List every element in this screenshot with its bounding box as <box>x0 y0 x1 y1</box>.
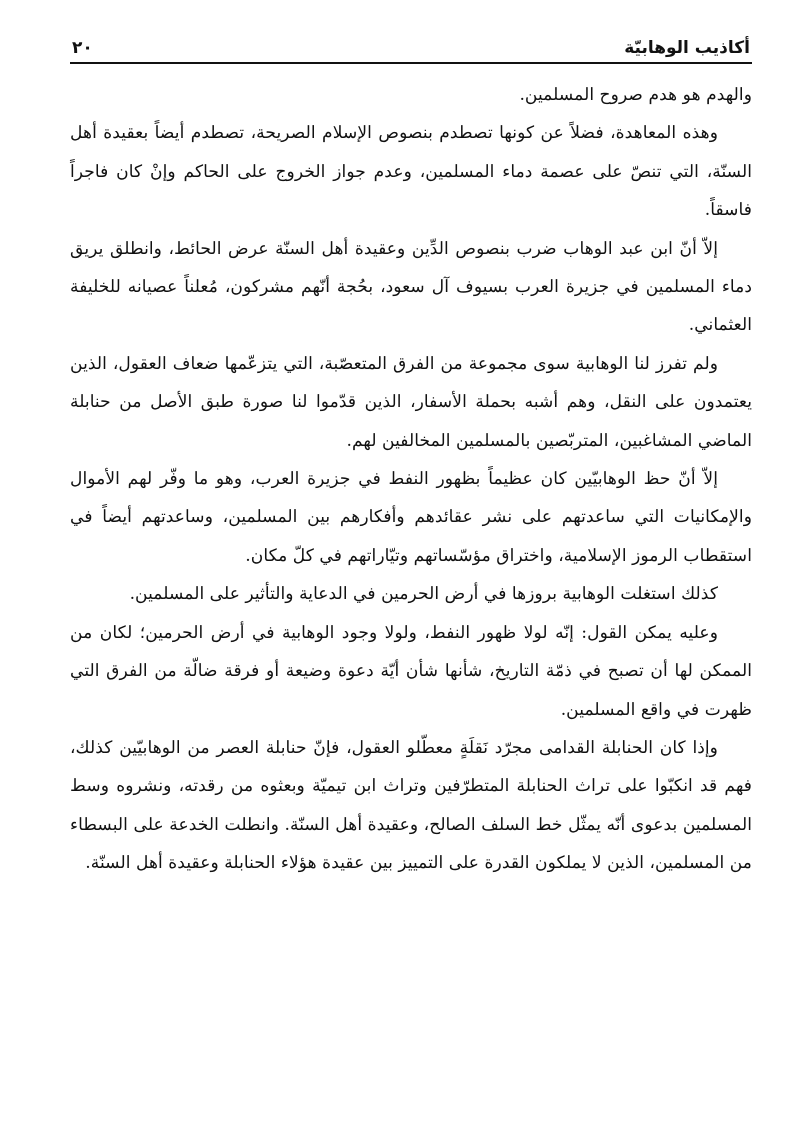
paragraph: وإذا كان الحنابلة القدامى مجرّد نَقلَةٍ معطّلو العقول، فإنّ حنابلة العصر من الوهابيّين كذلك، فهم قد انكبّوا على تراث الحنابلة المتطرّفين وتراث ابن تيميّة وبعثوه من رقدته، ونشروه وسط المسلمين بدعوى أنّه يمثّل خط السلف الصالح، وعقيدة أهل السنّة. وانطلت الخدعة على البسطاء من المسلمين، الذين لا يملكون القدرة على التمييز بين عقيدة هؤلاء الحنابلة وعقيدة أهل السنّة. <box>70 737 752 874</box>
running-title: أكاذيب الوهابيّة <box>624 38 750 58</box>
body-text <box>70 76 752 883</box>
paragraph: إلاّ أنّ ابن عبد الوهاب ضرب بنصوص الدِّين وعقيدة أهل السنّة عرض الحائط، وانطلق يريق دماء المسلمين في جزيرة العرب بسيوف آل سعود، بحُجة أنّهم مشركون، مُعلناً عصيانه للخليفة العثماني. <box>70 238 752 336</box>
paragraph: وعليه يمكن القول: إنّه لولا ظهور النفط، ولولا وجود الوهابية في أرض الحرمين؛ لكان من الممكن لها أن تصبح في ذمّة التاريخ، شأنها شأن أيّة دعوة وضيعة أو فرقة ضالّة من الفرق التي ظهرت في واقع المسلمين. <box>70 622 752 720</box>
paragraph: إلاّ أنّ حظ الوهابيّين كان عظيماً بظهور النفط في جزيرة العرب، وهو ما وفّر لهم الأموال والإمكانيات التي ساعدتهم على نشر عقائدهم وأفكارهم بين المسلمين، وساعدتهم أيضاً في استقطاب الرموز الإسلامية، واختراق مؤسّساتهم وتيّاراتهم في كلّ مكان. <box>70 469 752 566</box>
page-number: ٢٠ <box>72 38 93 58</box>
paragraph: ولم تفرز لنا الوهابية سوى مجموعة من الفرق المتعصّبة، التي يتزعّمها ضعاف العقول، الذين يعتمدون على النقل، وهم أشبه بحملة الأسفار، الذين قدّموا لنا صورة طبق الأصل من حنابلة الماضي المشاغبين، المتربّصين بالمسلمين المخالفين لهم. <box>70 353 752 451</box>
header-divider <box>70 62 752 64</box>
paragraph: والهدم هو هدم صروح المسلمين. <box>519 85 752 105</box>
paragraph: كذلك استغلت الوهابية بروزها في أرض الحرمين في الدعاية والتأثير على المسلمين. <box>129 584 718 605</box>
running-header <box>70 28 752 60</box>
paragraph: وهذه المعاهدة، فضلاً عن كونها تصطدم بنصوص الإسلام الصريحة، تصطدم أيضاً بعقيدة أهل السنّة، التي تنصّ على عصمة دماء المسلمين، وعدم جواز الخروج على الحاكم وإنْ كان فاجراً فاسقاً. <box>70 123 752 221</box>
book-page <box>70 28 752 1108</box>
